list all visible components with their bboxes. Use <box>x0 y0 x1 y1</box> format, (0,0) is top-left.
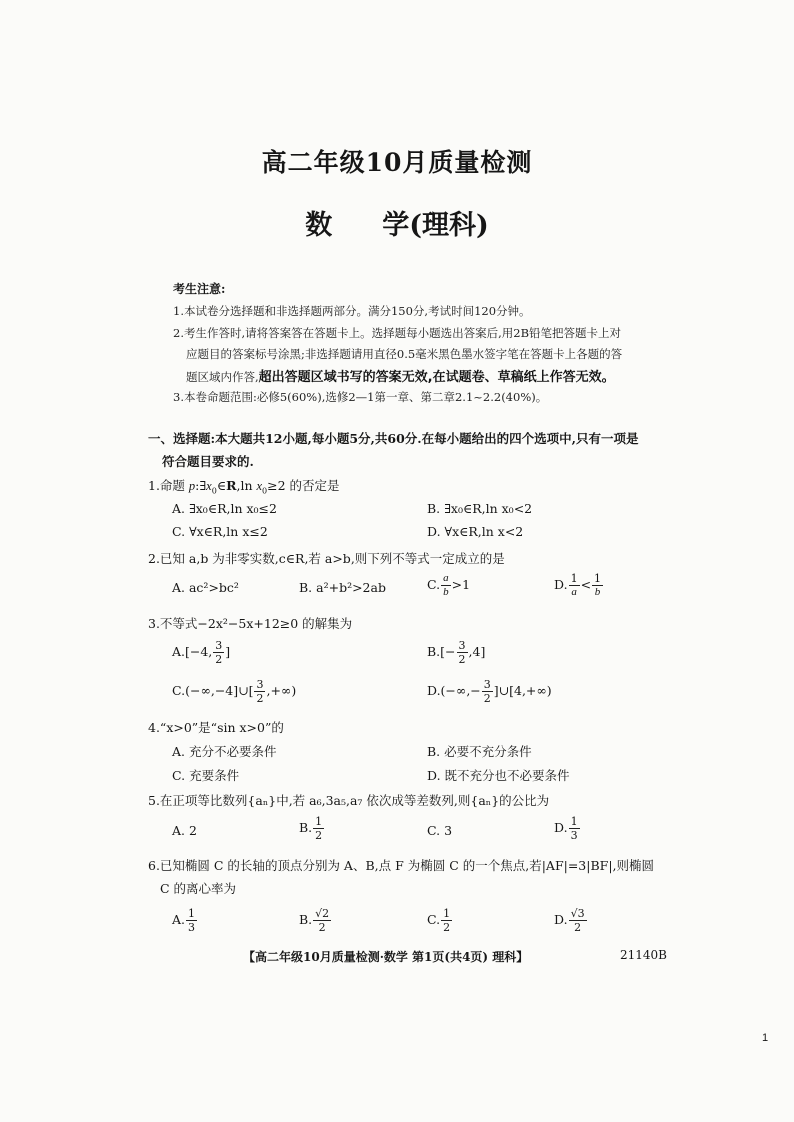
q5-option-d <box>554 816 581 841</box>
q6-option-c <box>427 908 453 933</box>
q6-d-fraction <box>569 908 587 933</box>
subject-char-1: 数 <box>305 210 333 241</box>
q5-option-a: A. 2 <box>172 823 197 838</box>
q5-b-fraction <box>313 816 324 841</box>
q3-c-den: 2 <box>256 692 264 705</box>
q2-c-fraction <box>441 573 451 598</box>
q6-c-fraction <box>441 908 452 933</box>
q6-b-num: √2 <box>315 907 330 920</box>
q6-a-pre: A. <box>172 912 186 927</box>
q3-b-pre: B.[− <box>427 644 456 659</box>
q3-b-post: ,4] <box>468 644 486 659</box>
notice-warning: 超出答题区域书写的答案无效,在试题卷、草稿纸上作答无效。 <box>258 370 615 385</box>
q6-d-den: 2 <box>574 921 582 934</box>
q2-d-den2: b <box>594 586 601 598</box>
q2-c-den: b <box>443 586 449 598</box>
q1-stem-b: :∃ <box>195 478 207 493</box>
q3-a-fraction <box>213 640 224 665</box>
question-5-stem: 5.在正项等比数列{aₙ}中,若 a₆,3a₅,a₇ 依次成等差数列,则{aₙ}的公比为 <box>148 793 550 808</box>
q5-d-den: 3 <box>570 829 578 842</box>
q6-d-pre: D. <box>554 912 568 927</box>
q3-a-den: 2 <box>215 653 223 666</box>
notice-item-2-line-2: 应题目的答案标号涂黑;非选择题请用直径0.5毫米黑色墨水签字笔在答题卡上各题的答 <box>186 347 623 361</box>
q3-d-num: 3 <box>483 678 491 691</box>
exam-title: 高二年级10月质量检测 <box>261 148 533 177</box>
q3-b-num: 3 <box>458 639 466 652</box>
page-footer: 【高二年级10月质量检测·数学 第1页(共4页) 理科】 <box>243 950 529 964</box>
q1-stem-c: ∈ <box>216 478 227 493</box>
subject-rest: 学(理科) <box>382 210 489 241</box>
q3-c-post: ,+∞) <box>266 683 297 698</box>
q4-option-d: D. 既不充分也不必要条件 <box>427 768 570 783</box>
q6-c-num: 1 <box>443 907 451 920</box>
q1-option-b: B. ∃x₀∈R,ln x₀<2 <box>427 501 533 516</box>
q1-option-d: D. ∀x∈R,ln x<2 <box>427 524 524 539</box>
q6-b-pre: B. <box>299 912 313 927</box>
q1-option-a: A. ∃x₀∈R,ln x₀≤2 <box>172 501 277 516</box>
q3-a-pre: A.[−4, <box>172 644 213 659</box>
q2-c-pre: C. <box>427 577 441 592</box>
q6-option-a <box>172 908 198 933</box>
q4-option-a: A. 充分不必要条件 <box>172 744 277 759</box>
q6-b-den: 2 <box>318 921 326 934</box>
question-3-stem: 3.不等式−2x²−5x+12≥0 的解集为 <box>148 616 353 631</box>
question-6-stem-line-1: 6.已知椭圆 C 的长轴的顶点分别为 A、B,点 F 为椭圆 C 的一个焦点,若|AF|=3|BF|,则椭圆 <box>148 858 655 873</box>
q2-d-num2: 1 <box>594 572 602 585</box>
q2-d-den1: a <box>571 586 577 598</box>
q3-d-post: ]∪[4,+∞) <box>493 683 552 698</box>
q6-a-num: 1 <box>188 907 196 920</box>
q4-option-b: B. 必要不充分条件 <box>427 744 532 759</box>
question-1-stem: 1.命题 $p:\exists x_0\in R,\ln$ $x_0\ge 2$ 的否定是 <box>148 478 340 496</box>
q5-d-fraction <box>569 816 580 841</box>
q5-b-num: 1 <box>315 815 323 828</box>
q3-option-c <box>172 679 296 704</box>
notice-item-3: 3.本卷命题范围:必修5(60%),选修2—1第一章、第二章2.1~2.2(40%)。 <box>173 390 548 404</box>
q3-d-den: 2 <box>483 692 491 705</box>
notice-item-2-line-1: 2.考生作答时,请将答案答在答题卡上。选择题每小题选出答案后,用2B铅笔把答题卡上对 <box>173 326 622 340</box>
q2-d-pre: D. <box>554 577 568 592</box>
q2-c-num: a <box>443 572 449 584</box>
q5-b-den: 2 <box>315 829 323 842</box>
notice-item-1: 1.本试卷分选择题和非选择题两部分。满分150分,考试时间120分钟。 <box>173 304 531 318</box>
q2-c-post: >1 <box>451 577 471 592</box>
q6-a-den: 3 <box>188 921 196 934</box>
q6-option-b <box>299 908 332 933</box>
q3-a-post: ] <box>225 644 231 659</box>
q2-d-fraction-2 <box>592 573 603 598</box>
q1-option-c: C. ∀x∈R,ln x≤2 <box>172 524 268 539</box>
q2-option-d <box>554 573 604 598</box>
q2-option-a: A. ac²>bc² <box>172 580 239 595</box>
notice-heading: 考生注意: <box>173 282 226 296</box>
q3-option-b <box>427 640 485 665</box>
q6-b-fraction <box>313 908 331 933</box>
q2-option-b: B. a²+b²>2ab <box>299 580 386 595</box>
q1-stem-a: 1.命题 <box>148 478 189 493</box>
q5-option-c: C. 3 <box>427 823 453 838</box>
q1-stem-e: ≥2 的否定是 <box>267 478 340 493</box>
q6-c-den: 2 <box>443 921 451 934</box>
q3-b-fraction <box>457 640 468 665</box>
q2-d-num1: 1 <box>570 572 578 585</box>
q3-option-a <box>172 640 230 665</box>
question-4-stem: 4.“x>0”是“sin x>0”的 <box>148 720 284 735</box>
notice-item-2-line-3 <box>186 366 615 385</box>
subject-title <box>0 203 794 242</box>
section-heading-line-2: 符合题目要求的. <box>162 454 254 469</box>
q3-d-fraction <box>482 679 493 704</box>
q3-d-pre: D.(−∞,− <box>427 683 481 698</box>
section-heading-line-1: 一、选择题:本大题共12小题,每小题5分,共60分.在每小题给出的四个选项中,只有一项是 <box>148 431 639 446</box>
q6-c-pre: C. <box>427 912 441 927</box>
q1-stem-d: ,ln <box>236 478 257 493</box>
q2-d-fraction-1 <box>569 573 580 598</box>
q1-stem-p: p <box>188 479 196 493</box>
question-2-stem: 2.已知 a,b 为非零实数,c∈R,若 a>b,则下列不等式一定成立的是 <box>148 551 505 566</box>
q6-option-d <box>554 908 588 933</box>
q3-c-pre: C.(−∞,−4]∪[ <box>172 683 254 698</box>
q3-b-den: 2 <box>458 653 466 666</box>
q6-a-fraction <box>186 908 197 933</box>
paper-code: 21140B <box>620 948 667 962</box>
q2-d-mid: < <box>580 577 592 592</box>
q3-option-d <box>427 679 552 704</box>
q3-c-num: 3 <box>256 678 264 691</box>
question-6-stem-line-2: C 的离心率为 <box>160 881 237 896</box>
q6-d-num: √3 <box>570 907 585 920</box>
q3-c-fraction <box>254 679 265 704</box>
q4-option-c: C. 充要条件 <box>172 768 240 783</box>
q3-a-num: 3 <box>215 639 223 652</box>
q5-option-b <box>299 816 325 841</box>
notice-item-2-line-3-a: 题区域内作答, <box>186 370 259 384</box>
q5-d-pre: D. <box>554 820 568 835</box>
q5-b-pre: B. <box>299 820 313 835</box>
q2-option-c <box>427 573 470 598</box>
page-number: 1 <box>762 1032 769 1044</box>
q5-d-num: 1 <box>570 815 578 828</box>
